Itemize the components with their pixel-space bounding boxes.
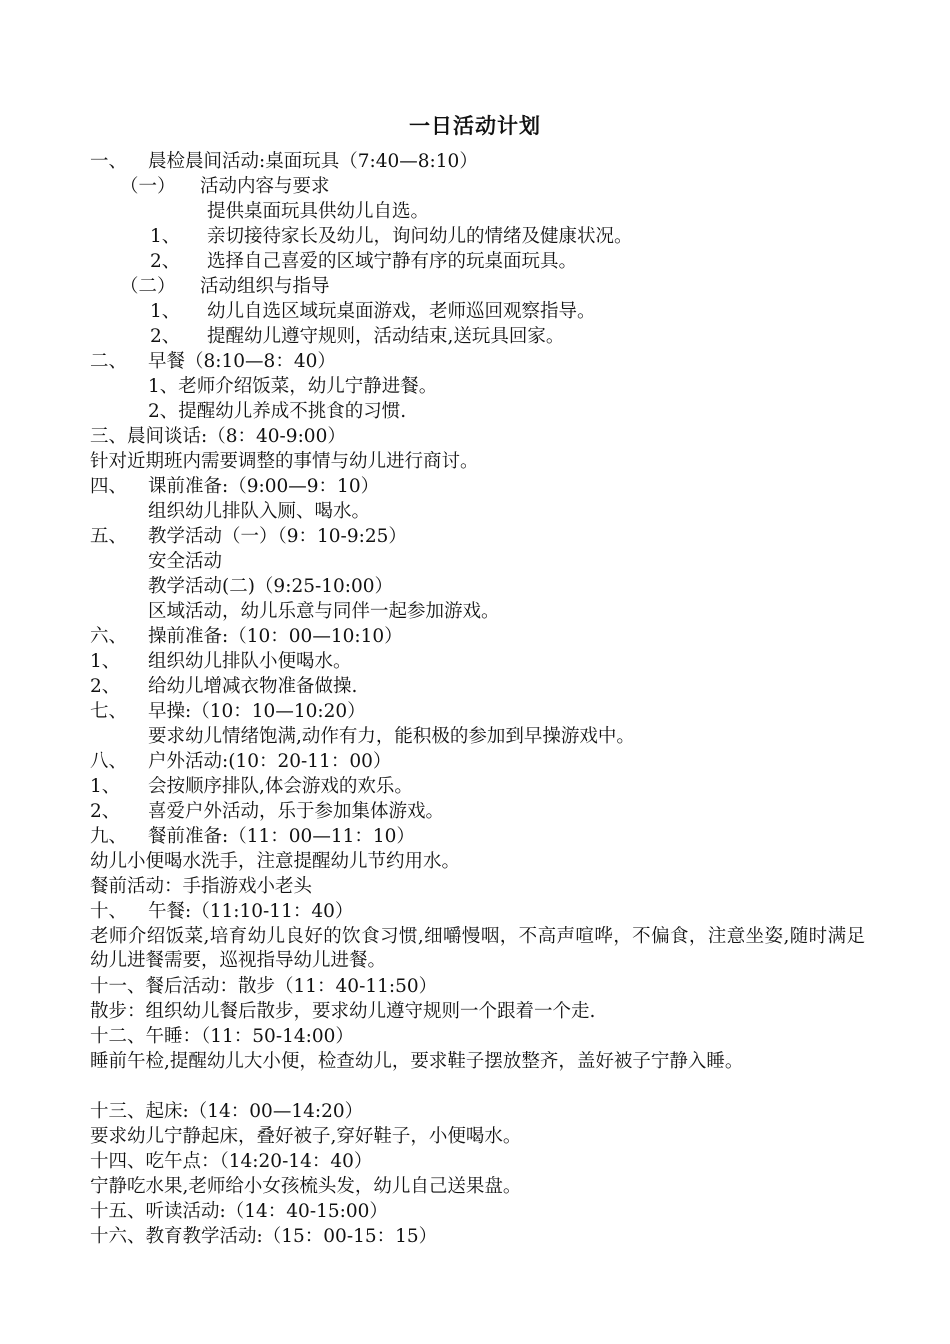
section-heading: 十六、教育教学活动:（15：00-15：15）: [90, 1226, 438, 1247]
item-number: （一）: [120, 176, 176, 197]
item-number: 2、: [150, 326, 181, 347]
paragraph: 针对近期班内需要调整的事情与幼儿进行商讨。: [90, 451, 479, 472]
item-text: 早操:（10：10—10:20）: [148, 701, 366, 722]
item-text: 课前准备:（9:00—9：10）: [148, 476, 380, 497]
item-number: 1、: [90, 776, 121, 797]
paragraph: 区域活动，幼儿乐意与同伴一起参加游戏。: [148, 601, 500, 622]
item-text: 操前准备:（10：00—10:10）: [148, 626, 403, 647]
item-text: 给幼儿增减衣物准备做操.: [148, 676, 358, 697]
item-number: 七、: [90, 701, 128, 722]
item-text: 早餐（8:10—8：40）: [148, 351, 336, 372]
item-number: 1、: [150, 226, 181, 247]
section-heading: 十三、起床:（14：00—14:20）: [90, 1101, 364, 1122]
section-heading: 三、晨间谈话:（8：40-9:00）: [90, 426, 346, 447]
item-number: 六、: [90, 626, 128, 647]
item-text: 亲切接待家长及幼儿，询问幼儿的情绪及健康状况。: [207, 226, 633, 247]
item-text: 户外活动:(10：20-11：00）: [148, 751, 392, 772]
item-number: 1、: [150, 301, 181, 322]
item-number: 2、: [150, 251, 181, 272]
paragraph: 散步：组织幼儿餐后散步，要求幼儿遵守规则一个跟着一个走.: [90, 1001, 596, 1022]
item-number: 2、: [90, 676, 121, 697]
item-number: 二、: [90, 351, 128, 372]
paragraph: 宁静吃水果,老师给小女孩梳头发，幼儿自己送果盘。: [90, 1176, 522, 1197]
item-text: 活动组织与指导: [200, 276, 330, 297]
item-number: 一、: [90, 151, 128, 172]
item-number: 八、: [90, 751, 128, 772]
section-heading: 十一、餐后活动：散步（11：40-11:50）: [90, 976, 438, 997]
paragraph: 提供桌面玩具供幼儿自选。: [207, 201, 430, 222]
section-heading: 十五、听读活动:（14：40-15:00）: [90, 1201, 388, 1222]
item-text: 喜爱户外活动，乐于参加集体游戏。: [148, 801, 445, 822]
paragraph: 教学活动(二)（9:25-10:00）: [148, 576, 394, 597]
paragraph: 组织幼儿排队入厕、喝水。: [148, 501, 371, 522]
paragraph: 餐前活动：手指游戏小老头: [90, 876, 313, 897]
paragraph: 睡前午检,提醒幼儿大小便，检查幼儿，要求鞋子摆放整齐，盖好被子宁静入睡。: [90, 1051, 744, 1072]
paragraph: 要求幼儿情绪饱满,动作有力，能积极的参加到早操游戏中。: [148, 726, 635, 747]
paragraph: 安全活动: [148, 551, 223, 572]
item-text: 选择自己喜爱的区域宁静有序的玩桌面玩具。: [207, 251, 578, 272]
item-number: 十、: [90, 901, 128, 922]
item-number: 2、: [90, 801, 121, 822]
section-heading: 十四、吃午点：（14:20-14：40）: [90, 1151, 373, 1172]
item-number: （二）: [120, 276, 176, 297]
list-item: 2、提醒幼儿养成不挑食的习惯.: [148, 401, 407, 422]
item-text: 活动内容与要求: [200, 176, 330, 197]
item-number: 五、: [90, 526, 128, 547]
item-text: 午餐:（11:10-11：40）: [148, 901, 354, 922]
item-number: 九、: [90, 826, 128, 847]
page-title: 一日活动计划: [409, 114, 541, 138]
paragraph: 老师介绍饭菜,培育幼儿良好的饮食习惯,细嚼慢咽，不高声喧哗，不偏食，注意坐姿,随时满足幼儿进餐需要，巡视指导幼儿进餐。: [90, 926, 865, 971]
item-text: 提醒幼儿遵守规则，活动结束,送玩具回家。: [207, 326, 565, 347]
item-number: 1、: [90, 651, 121, 672]
paragraph: 要求幼儿宁静起床，叠好被子,穿好鞋子，小便喝水。: [90, 1126, 522, 1147]
item-text: 会按顺序排队,体会游戏的欢乐。: [148, 776, 413, 797]
section-heading: 十二、午睡：（11：50-14:00）: [90, 1026, 354, 1047]
item-text: 教学活动（一）（9：10-9:25）: [148, 526, 407, 547]
list-item: 1、老师介绍饭菜，幼儿宁静进餐。: [148, 376, 438, 397]
item-number: 四、: [90, 476, 128, 497]
item-text: 晨检晨间活动:桌面玩具（7:40—8:10）: [148, 151, 478, 172]
item-text: 幼儿自选区域玩桌面游戏，老师巡回观察指导。: [207, 301, 596, 322]
item-text: 组织幼儿排队小便喝水。: [148, 651, 352, 672]
paragraph: 幼儿小便喝水洗手，注意提醒幼儿节约用水。: [90, 851, 461, 872]
item-text: 餐前准备:（11：00—11：10）: [148, 826, 415, 847]
